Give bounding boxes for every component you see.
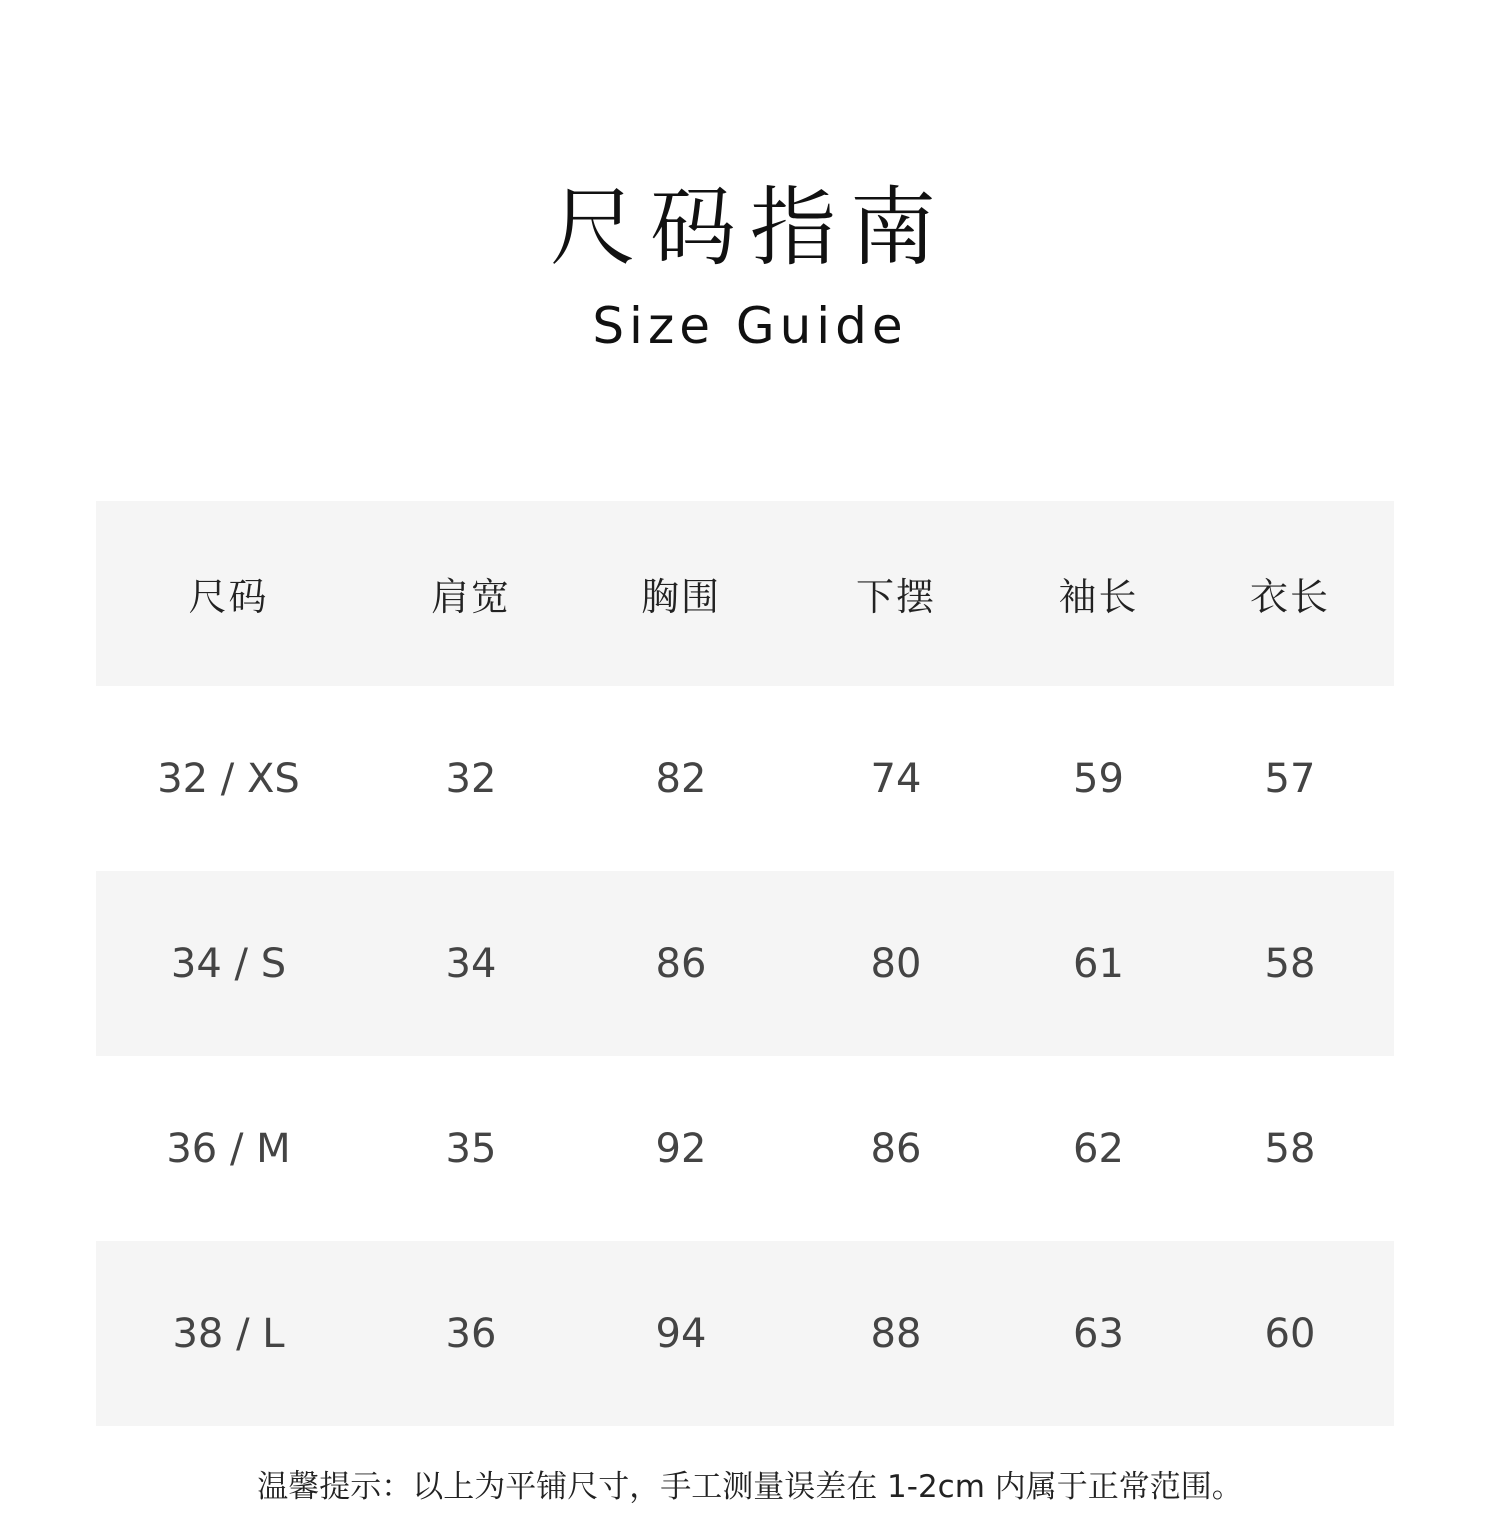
cell-chest: 82 <box>655 755 707 802</box>
cell-sleeve-length: 59 <box>1073 755 1124 802</box>
column-header-chest: 胸围 <box>640 575 721 619</box>
cell-chest: 94 <box>655 1310 707 1357</box>
table-row <box>96 1241 1394 1426</box>
column-header-sleeve-length: 袖长 <box>1058 575 1139 619</box>
cell-body-length: 58 <box>1264 940 1316 987</box>
cell-size: 32 / XS <box>157 755 300 802</box>
size-table <box>96 501 1394 1426</box>
cell-body-length: 57 <box>1264 755 1316 802</box>
page-subtitle: Size Guide <box>592 297 908 355</box>
table-row <box>96 1056 1394 1241</box>
cell-shoulder-width: 36 <box>445 1310 497 1357</box>
cell-hem: 74 <box>870 755 922 802</box>
cell-size: 36 / M <box>166 1125 291 1172</box>
column-header-shoulder-width: 肩宽 <box>430 575 511 619</box>
column-header-hem: 下摆 <box>855 575 936 619</box>
cell-hem: 88 <box>870 1310 922 1357</box>
cell-shoulder-width: 34 <box>445 940 497 987</box>
cell-size: 34 / S <box>170 940 287 987</box>
cell-shoulder-width: 35 <box>445 1125 497 1172</box>
cell-sleeve-length: 62 <box>1073 1125 1124 1172</box>
cell-chest: 92 <box>655 1125 707 1172</box>
column-header-size: 尺码 <box>188 575 269 619</box>
cell-hem: 86 <box>870 1125 922 1172</box>
table-row <box>96 871 1394 1056</box>
cell-shoulder-width: 32 <box>445 755 497 802</box>
cell-size: 38 / L <box>172 1310 285 1357</box>
page-title: 尺码指南 <box>550 178 950 278</box>
cell-body-length: 60 <box>1264 1310 1316 1357</box>
cell-hem: 80 <box>870 940 922 987</box>
table-header-row <box>96 501 1394 686</box>
table-row <box>96 686 1394 871</box>
cell-sleeve-length: 63 <box>1073 1310 1124 1357</box>
cell-sleeve-length: 61 <box>1073 940 1124 987</box>
cell-body-length: 58 <box>1264 1125 1316 1172</box>
cell-chest: 86 <box>655 940 707 987</box>
measurement-note: 温馨提示：以上为平铺尺寸，手工测量误差在 1-2cm 内属于正常范围。 <box>257 1469 1243 1505</box>
column-header-body-length: 衣长 <box>1249 575 1330 619</box>
